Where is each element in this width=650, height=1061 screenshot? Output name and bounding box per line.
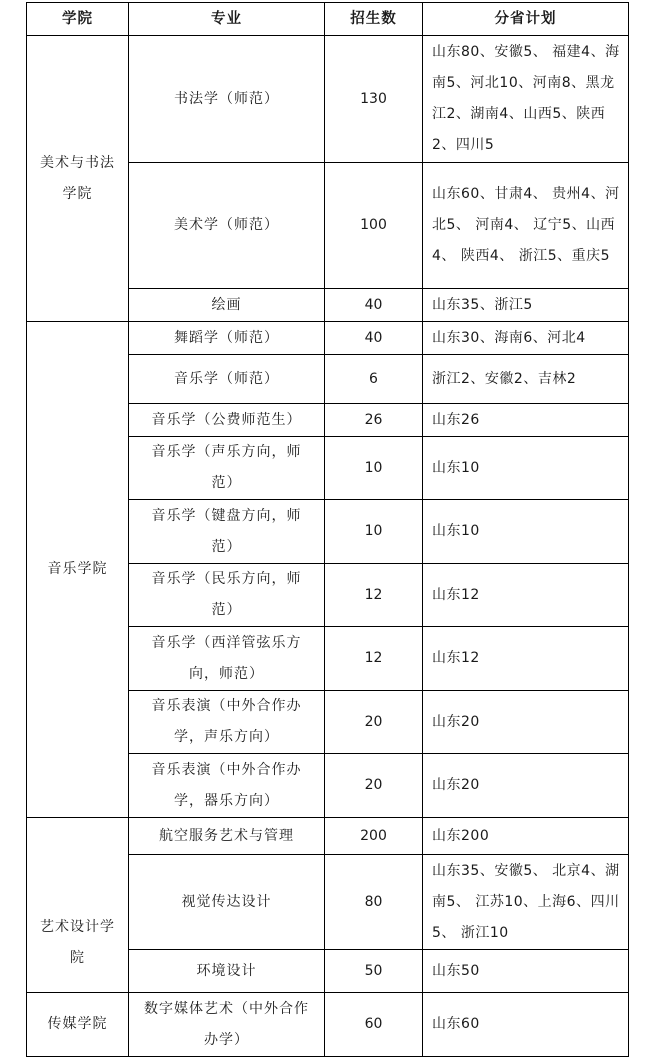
- count-cell: 20: [325, 754, 423, 818]
- plan-cell: 浙江2、安徽2、吉林2: [423, 355, 629, 404]
- count-cell: 40: [325, 322, 423, 355]
- plan-cell: 山东200: [423, 818, 629, 855]
- count-cell: 6: [325, 355, 423, 404]
- major-cell: 环境设计: [129, 950, 325, 993]
- count-cell: 130: [325, 36, 423, 163]
- major-cell: 音乐学（民乐方向，师范）: [129, 564, 325, 627]
- header-major: 专业: [129, 3, 325, 36]
- college-cell: 美术与书法学院: [27, 36, 129, 322]
- major-cell: 音乐学（师范）: [129, 355, 325, 404]
- plan-cell: 山东10: [423, 437, 629, 500]
- count-cell: 40: [325, 289, 423, 322]
- major-cell: 音乐学（公费师范生）: [129, 404, 325, 437]
- major-cell: 音乐表演（中外合作办学，声乐方向）: [129, 691, 325, 754]
- plan-cell: 山东35、浙江5: [423, 289, 629, 322]
- count-cell: 200: [325, 818, 423, 855]
- major-cell: 音乐表演（中外合作办学，器乐方向）: [129, 754, 325, 818]
- plan-cell: 山东30、海南6、河北4: [423, 322, 629, 355]
- major-cell: 视觉传达设计: [129, 855, 325, 950]
- count-cell: 10: [325, 500, 423, 564]
- plan-cell: 山东20: [423, 691, 629, 754]
- table-row: [27, 322, 629, 355]
- major-cell: 书法学（师范）: [129, 36, 325, 163]
- plan-cell: 山东60: [423, 993, 629, 1057]
- major-cell: 音乐学（键盘方向，师范）: [129, 500, 325, 564]
- major-cell: 音乐学（声乐方向，师范）: [129, 437, 325, 500]
- plan-cell: 山东20: [423, 754, 629, 818]
- college-cell: 音乐学院: [27, 322, 129, 818]
- plan-cell: 山东26: [423, 404, 629, 437]
- count-cell: 20: [325, 691, 423, 754]
- plan-cell: 山东80、安徽5、 福建4、海南5、河北10、河南8、黑龙江2、湖南4、山西5、陕西2、四川5: [423, 36, 629, 163]
- major-cell: 音乐学（西洋管弦乐方向，师范）: [129, 627, 325, 691]
- count-cell: 80: [325, 855, 423, 950]
- header-row: [27, 3, 629, 36]
- college-cell: 传媒学院: [27, 993, 129, 1057]
- count-cell: 12: [325, 627, 423, 691]
- table-row: [27, 36, 629, 163]
- count-cell: 10: [325, 437, 423, 500]
- table-row: [27, 993, 629, 1057]
- count-cell: 12: [325, 564, 423, 627]
- header-plan: 分省计划: [423, 3, 629, 36]
- major-cell: 美术学（师范）: [129, 163, 325, 289]
- header-count: 招生数: [325, 3, 423, 36]
- plan-cell: 山东35、安徽5、 北京4、湖南5、 江苏10、上海6、四川5、 浙江10: [423, 855, 629, 950]
- major-cell: 舞蹈学（师范）: [129, 322, 325, 355]
- count-cell: 50: [325, 950, 423, 993]
- enrollment-table: [26, 2, 629, 1057]
- major-cell: 绘画: [129, 289, 325, 322]
- table-row: [27, 818, 629, 855]
- major-cell: 航空服务艺术与管理: [129, 818, 325, 855]
- major-cell: 数字媒体艺术（中外合作办学）: [129, 993, 325, 1057]
- plan-cell: 山东50: [423, 950, 629, 993]
- plan-cell: 山东12: [423, 564, 629, 627]
- header-college: 学院: [27, 3, 129, 36]
- college-cell: 艺术设计学院: [27, 818, 129, 993]
- plan-cell: 山东10: [423, 500, 629, 564]
- count-cell: 26: [325, 404, 423, 437]
- plan-cell: 山东60、甘肃4、 贵州4、河北5、 河南4、 辽宁5、山西4、 陕西4、 浙江5、重庆5: [423, 163, 629, 289]
- count-cell: 60: [325, 993, 423, 1057]
- plan-cell: 山东12: [423, 627, 629, 691]
- count-cell: 100: [325, 163, 423, 289]
